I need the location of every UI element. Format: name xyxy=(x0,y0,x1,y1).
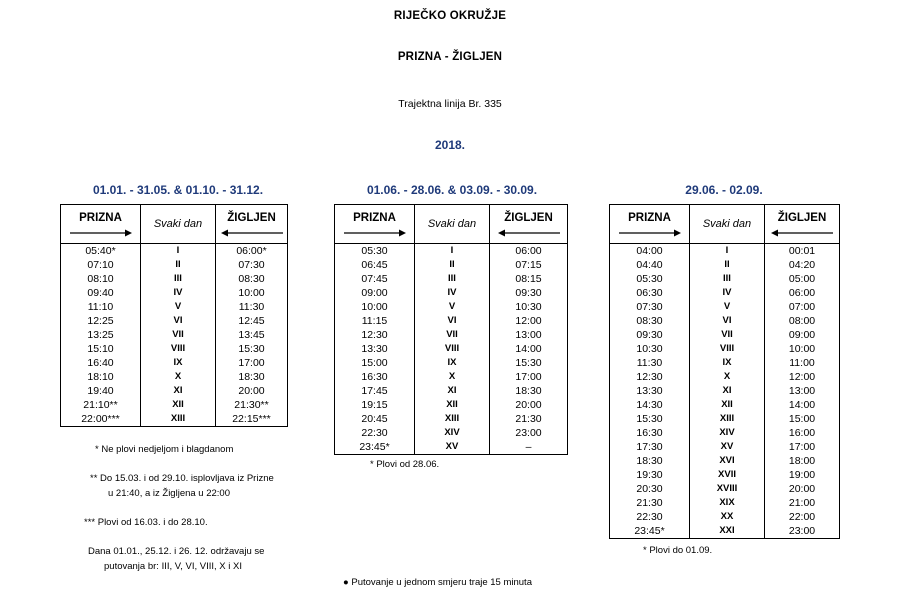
departure-prizna: 16:30 xyxy=(610,426,690,440)
departure-ziglien: 19:00 xyxy=(765,468,840,482)
table-row xyxy=(335,384,568,398)
departure-prizna: 05:30 xyxy=(335,244,415,259)
table-row xyxy=(610,314,840,328)
departure-prizna: 04:40 xyxy=(610,258,690,272)
departure-prizna: 23:45* xyxy=(610,524,690,539)
departure-prizna: 06:45 xyxy=(335,258,415,272)
departure-prizna: 07:30 xyxy=(610,300,690,314)
trip-number: VII xyxy=(690,328,765,342)
departure-prizna: 22:30 xyxy=(610,510,690,524)
trip-number: IV xyxy=(690,286,765,300)
departure-prizna: 17:30 xyxy=(610,440,690,454)
table-row xyxy=(335,398,568,412)
departure-ziglien: 10:00 xyxy=(216,286,288,300)
trip-number: I xyxy=(141,244,216,259)
trip-number: VII xyxy=(415,328,490,342)
departure-prizna: 21:10** xyxy=(61,398,141,412)
table-row xyxy=(610,342,840,356)
arrow-left-icon xyxy=(498,229,560,237)
trip-number: XIII xyxy=(690,412,765,426)
col-header-from: PRIZNA xyxy=(61,205,141,244)
departure-prizna: 13:25 xyxy=(61,328,141,342)
note-holidays-cont: putovanja br: III, V, VI, VIII, X i XI xyxy=(104,561,242,572)
region-title: RIJEČKO OKRUŽJE xyxy=(393,10,507,22)
departure-ziglien: 15:30 xyxy=(216,342,288,356)
departure-prizna: 05:40* xyxy=(61,244,141,259)
table-row xyxy=(61,342,288,356)
col-header-to: ŽIGLJEN xyxy=(216,205,288,244)
departure-ziglien: – xyxy=(490,440,568,455)
departure-prizna: 08:30 xyxy=(610,314,690,328)
departure-ziglien: 17:00 xyxy=(216,356,288,370)
trip-number: III xyxy=(141,272,216,286)
table-row xyxy=(610,244,840,259)
route-title: PRIZNA - ŽIGLJEN xyxy=(397,51,503,63)
table-row xyxy=(335,272,568,286)
departure-prizna: 21:30 xyxy=(610,496,690,510)
departure-ziglien: 18:30 xyxy=(216,370,288,384)
trip-number: IV xyxy=(415,286,490,300)
table-row xyxy=(335,370,568,384)
table-row xyxy=(610,398,840,412)
table-row xyxy=(61,258,288,272)
trip-number: XVIII xyxy=(690,482,765,496)
departure-prizna: 16:40 xyxy=(61,356,141,370)
departure-ziglien: 07:15 xyxy=(490,258,568,272)
table-row xyxy=(335,356,568,370)
departure-prizna: 05:30 xyxy=(610,272,690,286)
departure-prizna: 11:30 xyxy=(610,356,690,370)
departure-ziglien: 08:00 xyxy=(765,314,840,328)
trip-number: XII xyxy=(141,398,216,412)
departure-ziglien: 23:00 xyxy=(765,524,840,539)
departure-ziglien: 06:00 xyxy=(765,286,840,300)
table-row xyxy=(335,412,568,426)
trip-number: XXI xyxy=(690,524,765,539)
departure-prizna: 07:45 xyxy=(335,272,415,286)
departure-ziglien: 09:30 xyxy=(490,286,568,300)
departure-prizna: 19:40 xyxy=(61,384,141,398)
trip-number: IV xyxy=(141,286,216,300)
departure-prizna: 13:30 xyxy=(335,342,415,356)
departure-prizna: 04:00 xyxy=(610,244,690,259)
table-row xyxy=(610,468,840,482)
trip-number: XVII xyxy=(690,468,765,482)
note-from-28-06: * Plovi od 28.06. xyxy=(370,459,440,470)
trip-number: III xyxy=(690,272,765,286)
departure-prizna: 22:30 xyxy=(335,426,415,440)
col-header-daily: Svaki dan xyxy=(141,205,216,244)
departure-ziglien: 10:00 xyxy=(765,342,840,356)
period-title-2: 01.06. - 28.06. & 03.09. - 30.09. xyxy=(366,183,538,197)
trip-number: VIII xyxy=(690,342,765,356)
departure-ziglien: 17:00 xyxy=(490,370,568,384)
table-row xyxy=(61,370,288,384)
departure-prizna: 18:30 xyxy=(610,454,690,468)
table-row xyxy=(61,398,288,412)
departure-prizna: 20:45 xyxy=(335,412,415,426)
trip-number: I xyxy=(690,244,765,259)
trip-number: IX xyxy=(141,356,216,370)
trip-number: VII xyxy=(141,328,216,342)
departure-prizna: 19:15 xyxy=(335,398,415,412)
departure-ziglien: 14:00 xyxy=(490,342,568,356)
note-from-16-03: *** Plovi od 16.03. i do 28.10. xyxy=(84,517,208,528)
trip-number: X xyxy=(690,370,765,384)
table-row xyxy=(610,384,840,398)
table-row xyxy=(610,482,840,496)
departure-ziglien: 13:00 xyxy=(765,384,840,398)
arrow-right-icon xyxy=(70,229,132,237)
trip-number: VI xyxy=(690,314,765,328)
trip-number: XV xyxy=(690,440,765,454)
departure-prizna: 12:30 xyxy=(335,328,415,342)
departure-ziglien: 22:00 xyxy=(765,510,840,524)
col-header-from: PRIZNA xyxy=(335,205,415,244)
table-row xyxy=(610,426,840,440)
table-row xyxy=(610,440,840,454)
table-row xyxy=(335,440,568,455)
col-header-to: ŽIGLJEN xyxy=(765,205,840,244)
departure-ziglien: 07:30 xyxy=(216,258,288,272)
departure-ziglien: 12:00 xyxy=(765,370,840,384)
departure-ziglien: 21:00 xyxy=(765,496,840,510)
departure-prizna: 15:30 xyxy=(610,412,690,426)
arrow-right-icon xyxy=(344,229,406,237)
departure-prizna: 09:30 xyxy=(610,328,690,342)
table-row xyxy=(610,370,840,384)
departure-prizna: 12:30 xyxy=(610,370,690,384)
table-row xyxy=(61,314,288,328)
departure-ziglien: 18:30 xyxy=(490,384,568,398)
table-row xyxy=(335,342,568,356)
col-header-daily: Svaki dan xyxy=(690,205,765,244)
trip-number: XII xyxy=(415,398,490,412)
table-row xyxy=(61,300,288,314)
departure-ziglien: 16:00 xyxy=(765,426,840,440)
departure-prizna: 15:00 xyxy=(335,356,415,370)
departure-ziglien: 11:00 xyxy=(765,356,840,370)
departure-ziglien: 20:00 xyxy=(216,384,288,398)
departure-ziglien: 23:00 xyxy=(490,426,568,440)
trip-duration-note: ● Putovanje u jednom smjeru traje 15 minuta xyxy=(343,577,532,588)
trip-number: X xyxy=(415,370,490,384)
trip-number: IX xyxy=(690,356,765,370)
trip-number: II xyxy=(141,258,216,272)
table-row xyxy=(610,300,840,314)
departure-ziglien: 21:30** xyxy=(216,398,288,412)
table-row xyxy=(610,356,840,370)
note-until-01-09: * Plovi do 01.09. xyxy=(643,545,713,556)
arrow-left-icon xyxy=(771,229,833,237)
departure-ziglien: 17:00 xyxy=(765,440,840,454)
note-holidays: Dana 01.01., 25.12. i 26. 12. održavaju se xyxy=(88,546,265,557)
table-row xyxy=(61,356,288,370)
table-row xyxy=(61,286,288,300)
trip-number: V xyxy=(141,300,216,314)
trip-number: XIII xyxy=(141,412,216,427)
table-row xyxy=(610,496,840,510)
departure-ziglien: 04:20 xyxy=(765,258,840,272)
departure-prizna: 06:30 xyxy=(610,286,690,300)
trip-number: XIX xyxy=(690,496,765,510)
period-title-3: 29.06. - 02.09. xyxy=(685,183,763,197)
departure-ziglien: 22:15*** xyxy=(216,412,288,427)
arrow-right-icon xyxy=(619,229,681,237)
table-row xyxy=(335,314,568,328)
col-header-from: PRIZNA xyxy=(610,205,690,244)
trip-number: II xyxy=(690,258,765,272)
departure-ziglien: 11:30 xyxy=(216,300,288,314)
table-row xyxy=(61,272,288,286)
trip-number: III xyxy=(415,272,490,286)
table-row xyxy=(335,328,568,342)
timetable-2 xyxy=(334,204,568,455)
departure-prizna: 11:10 xyxy=(61,300,141,314)
note-not-sundays: * Ne plovi nedjeljom i blagdanom xyxy=(95,444,234,455)
departure-prizna: 09:40 xyxy=(61,286,141,300)
departure-prizna: 10:30 xyxy=(610,342,690,356)
departure-ziglien: 07:00 xyxy=(765,300,840,314)
trip-number: XI xyxy=(141,384,216,398)
trip-number: XII xyxy=(690,398,765,412)
departure-prizna: 11:15 xyxy=(335,314,415,328)
departure-ziglien: 00:01 xyxy=(765,244,840,259)
table-row xyxy=(61,384,288,398)
table-row xyxy=(335,258,568,272)
departure-prizna: 19:30 xyxy=(610,468,690,482)
year: 2018. xyxy=(434,138,466,152)
departure-ziglien: 20:00 xyxy=(490,398,568,412)
trip-number: VIII xyxy=(141,342,216,356)
departure-ziglien: 13:45 xyxy=(216,328,288,342)
departure-ziglien: 18:00 xyxy=(765,454,840,468)
departure-prizna: 20:30 xyxy=(610,482,690,496)
trip-number: XI xyxy=(415,384,490,398)
trip-number: X xyxy=(141,370,216,384)
departure-prizna: 23:45* xyxy=(335,440,415,455)
trip-number: V xyxy=(415,300,490,314)
table-row xyxy=(335,426,568,440)
table-row xyxy=(610,510,840,524)
departure-ziglien: 20:00 xyxy=(765,482,840,496)
trip-number: XIV xyxy=(415,426,490,440)
trip-number: XIII xyxy=(415,412,490,426)
trip-number: IX xyxy=(415,356,490,370)
col-header-daily: Svaki dan xyxy=(415,205,490,244)
departure-prizna: 08:10 xyxy=(61,272,141,286)
departure-prizna: 12:25 xyxy=(61,314,141,328)
trip-number: XIV xyxy=(690,426,765,440)
departure-ziglien: 06:00* xyxy=(216,244,288,259)
trip-number: VI xyxy=(141,314,216,328)
table-row xyxy=(335,300,568,314)
table-row xyxy=(610,412,840,426)
table-row xyxy=(610,286,840,300)
departure-ziglien: 13:00 xyxy=(490,328,568,342)
trip-number: V xyxy=(690,300,765,314)
departure-ziglien: 05:00 xyxy=(765,272,840,286)
trip-number: II xyxy=(415,258,490,272)
arrow-left-icon xyxy=(221,229,283,237)
departure-ziglien: 15:00 xyxy=(765,412,840,426)
departure-ziglien: 09:00 xyxy=(765,328,840,342)
departure-prizna: 16:30 xyxy=(335,370,415,384)
departure-ziglien: 08:30 xyxy=(216,272,288,286)
table-row xyxy=(610,328,840,342)
departure-ziglien: 06:00 xyxy=(490,244,568,259)
table-row xyxy=(61,244,288,259)
timetable-1 xyxy=(60,204,288,427)
col-header-to: ŽIGLJEN xyxy=(490,205,568,244)
trip-number: XVI xyxy=(690,454,765,468)
departure-ziglien: 12:00 xyxy=(490,314,568,328)
note-until-15-03-cont: u 21:40, a iz Žigljena u 22:00 xyxy=(108,488,231,499)
departure-ziglien: 14:00 xyxy=(765,398,840,412)
departure-ziglien: 15:30 xyxy=(490,356,568,370)
trip-number: XI xyxy=(690,384,765,398)
departure-ziglien: 21:30 xyxy=(490,412,568,426)
departure-prizna: 22:00*** xyxy=(61,412,141,427)
departure-prizna: 09:00 xyxy=(335,286,415,300)
table-row xyxy=(335,244,568,259)
note-until-15-03: ** Do 15.03. i od 29.10. isplovljava iz Prizne xyxy=(90,473,274,484)
departure-ziglien: 12:45 xyxy=(216,314,288,328)
table-row xyxy=(335,286,568,300)
table-row xyxy=(61,412,288,427)
departure-prizna: 15:10 xyxy=(61,342,141,356)
departure-prizna: 18:10 xyxy=(61,370,141,384)
trip-number: VI xyxy=(415,314,490,328)
departure-ziglien: 08:15 xyxy=(490,272,568,286)
departure-prizna: 10:00 xyxy=(335,300,415,314)
departure-prizna: 14:30 xyxy=(610,398,690,412)
table-row xyxy=(61,328,288,342)
departure-ziglien: 10:30 xyxy=(490,300,568,314)
period-title-1: 01.01. - 31.05. & 01.10. - 31.12. xyxy=(92,183,264,197)
departure-prizna: 13:30 xyxy=(610,384,690,398)
line-number: Trajektna linija Br. 335 xyxy=(398,98,502,110)
trip-number: I xyxy=(415,244,490,259)
trip-number: VIII xyxy=(415,342,490,356)
table-row xyxy=(610,258,840,272)
departure-prizna: 07:10 xyxy=(61,258,141,272)
timetable-3 xyxy=(609,204,840,539)
table-row xyxy=(610,454,840,468)
departure-prizna: 17:45 xyxy=(335,384,415,398)
table-row xyxy=(610,524,840,539)
table-row xyxy=(610,272,840,286)
trip-number: XX xyxy=(690,510,765,524)
trip-number: XV xyxy=(415,440,490,455)
